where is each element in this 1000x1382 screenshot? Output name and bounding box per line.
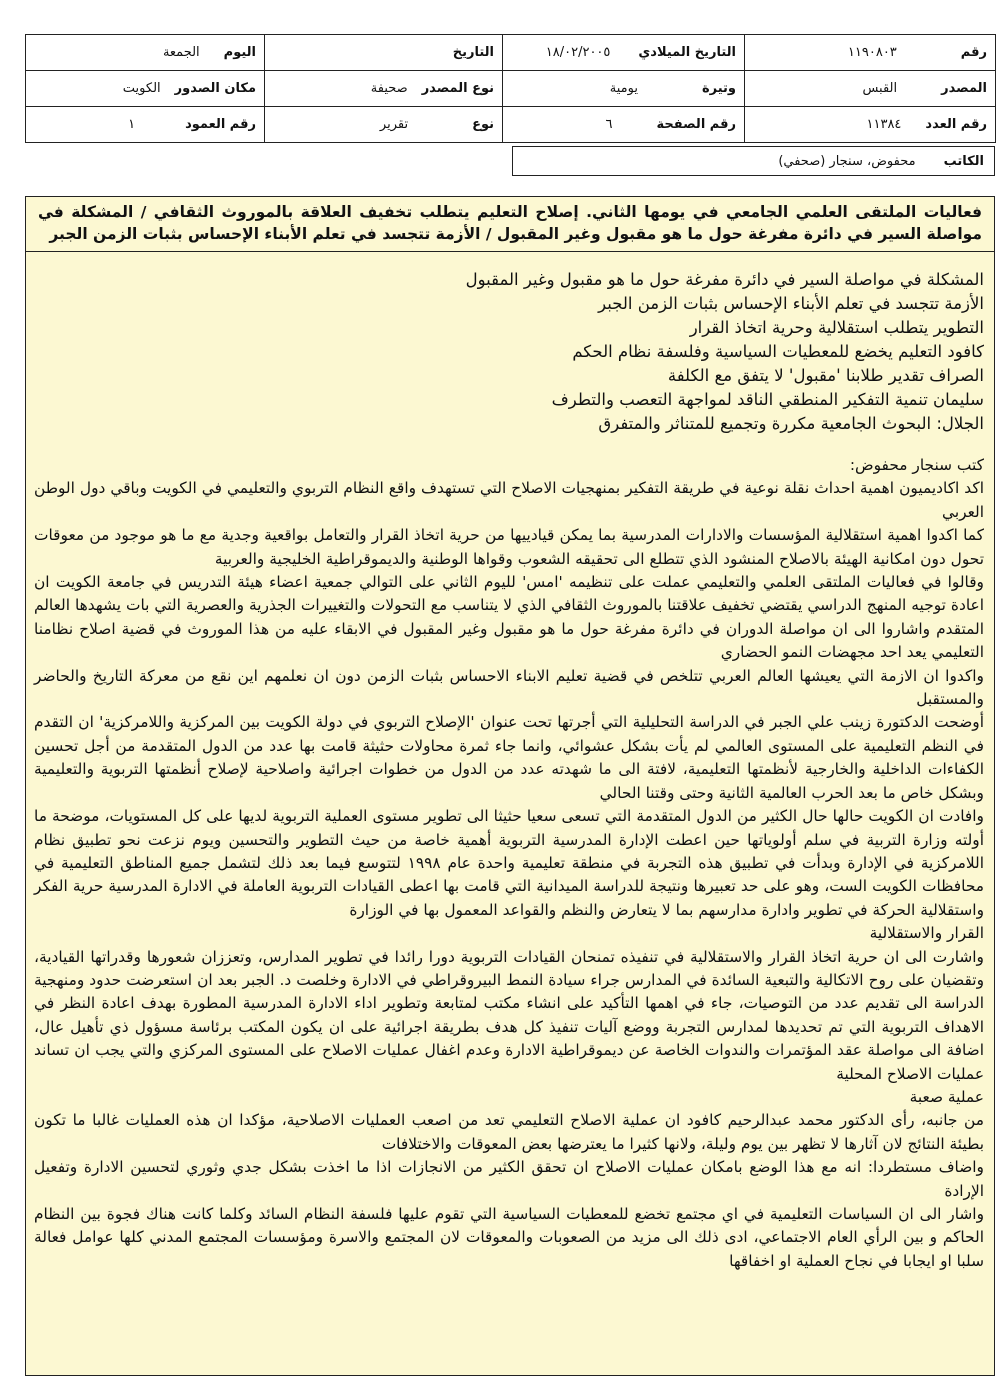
issue-number-cell <box>745 107 996 143</box>
page-number-label: رقم الصفحة <box>656 117 736 132</box>
source-type-cell <box>265 71 503 107</box>
metadata-row-3 <box>26 107 996 143</box>
gregorian-date-value: ١٨/٠٢/٢٠٠٥ <box>545 45 611 60</box>
type-cell <box>265 107 503 143</box>
article-paragraph: واشار الى ان السياسات التعليمية في اي مجتمع تخضع للمعطيات السياسية التي تقوم عليها فلسفة النظام السائد وكلما كانت هناك فجوة بين النظام الحاكم و بين الرأي العام الاجتماعي، ادى ذلك الى مزيد من الصعوبات والمعوقات لان المجتمع والاسرة ومؤسسات المجتمع المدني كلها عوامل فعالة سلبا او ايجابا في نجاح العملية او اخفاقها <box>34 1205 984 1270</box>
subheading: عملية صعبة <box>909 1087 984 1106</box>
source-type-label: نوع المصدر <box>421 81 494 96</box>
issue-number-value: ١١٣٨٤ <box>866 117 902 132</box>
source-type-value: صحيفة <box>370 81 408 96</box>
summary-list <box>34 268 984 436</box>
metadata-row-1 <box>26 35 996 71</box>
writer-label: الكاتب <box>943 153 984 169</box>
article-body <box>26 252 994 1273</box>
article-paragraph: واكدوا ان الازمة التي يعيشها العالم العربي تتلخص في قضية تعليم الابناء الاحساس بثبات الزمن دون ان نعلمهم اين نقع من معركة التاريخ والحاضر والمستقبل <box>34 666 984 709</box>
column-number-label: رقم العمود <box>185 117 256 132</box>
record-number-label: رقم <box>960 45 987 60</box>
summary-item: سليمان تنمية التفكير المنطقي الناقد لمواجهة التعصب والتطرف <box>551 390 984 409</box>
article-box <box>25 196 995 1376</box>
summary-item: كافود التعليم يخضع للمعطيات السياسية وفلسفة نظام الحكم <box>572 342 984 361</box>
day-value: الجمعة <box>162 45 200 60</box>
column-number-cell <box>26 107 265 143</box>
article-paragraph: من جانبه، رأى الدكتور محمد عبدالرحيم كافود ان عملية الاصلاح التعليمي تعد من اصعب العمليات الاصلاحية، مؤكدا ان هذه العمليات غالبا ما تكون بطيئة النتائج لان آثارها لا تظهر بين يوم وليلة، ولانها كثيرا ما يعترضها بعض المعوقات والاختلافات <box>34 1111 984 1153</box>
article-paragraph: كما اكدوا اهمية استقلالية المؤسسات والادارات المدرسية بما يمكن قيادييها من حرية اتخاذ القرار والتعامل بواقعية وجدية مع ما هو موجود من معوقات تحول دون امكانية الهيئة بالاصلاح المنشود الذي تتطلع الى تحقيقه الشعوب وقواها الوطنية والديموقراطية الخليجية والعربية <box>34 526 984 568</box>
record-number-cell <box>745 35 996 71</box>
column-number-value: ١ <box>128 117 136 132</box>
gregorian-date-label: التاريخ الميلادي <box>638 45 736 60</box>
article-paragraph: أوضحت الدكتورة زينب علي الجبر في الدراسة التحليلية التي أجرتها تحت عنوان 'الإصلاح التربوي في دولة الكويت بين المركزية واللامركزية' ان التقدم في النظم التعليمية على المستوى العالمي لم يأت بشكل عشوائي، وانما جاء ثمرة محاولات حثيثة قامت بها عدد من الدول المتقدمة من أجل تحسين الكفاءات الداخلية والخارجية لأنظمتها التعليمية، لافتة الى ما شهدته عدد من الدول من خطوات اجرائية واصلاحية لإصلاح أنظمتها التربوية والتعليمية وبشكل خاص ما بعد الحرب العالمية الثانية وحتى وقتنا الحالي <box>34 713 984 802</box>
summary-item: الجلال: البحوث الجامعية مكررة وتجميع للمتناثر والمتفرق <box>598 414 984 433</box>
article-headline: فعاليات الملتقى العلمي الجامعي في يومها الثاني. إصلاح التعليم يتطلب تخفيف العلاقة بالموروث الثقافي / المشكلة في مواصلة السير في دائرة مفرغة حول ما هو مقبول وغير المقبول / الأزمة تتجسد في تعلم الأبناء الإحساس بثبات الزمن الجبر <box>26 197 994 252</box>
article-paragraph: وافادت ان الكويت حالها حال الكثير من الدول المتقدمة التي تسعى سعيا حثيثا الى تطوير مستوى العملية التربوية لديها على كل المستويات، موضحة ما أولته وزارة التربية في سلم أولوياتها حين اعطت الإدارة المدرسية التربوية أهمية خاصة من حيث التطوير والتحسين ويوم نزعت نحو تطبيق نظام اللامركزية في الإدارة وبدأت في تطبيق هذه التجربة في منطقة تعليمية واحدة عام ١٩٩٨ لتتوسع فيما بعد ذلك لتشمل جميع المناطق التعليمية في محافظات الكويت الست، وهو على حد تعبيرها ونتيجة للدراسة الميدانية التي قامت بها اعطى القيادات التربوية العاملة في الادارة المدرسية حرية الفكر واستقلالية الحركة في تطوير وادارة مدارسهم بما لا يتعارض والنظم والقواعد المعمول بها في الوزارة <box>34 807 984 919</box>
article-paragraph: اكد اكاديميون اهمية احداث نقلة نوعية في طريقة التفكير بمنهجيات الاصلاح التي تستهدف واقع النظام التربوي والتعليمي في الكويت وباقي دول الوطن العربي <box>34 479 984 521</box>
source-cell <box>745 71 996 107</box>
type-label: نوع <box>472 117 494 132</box>
date-cell <box>265 35 503 71</box>
page-number-value: ٦ <box>605 117 613 132</box>
summary-item: المشكلة في مواصلة السير في دائرة مفرغة حول ما هو مقبول وغير المقبول <box>465 270 984 289</box>
frequency-cell <box>503 71 745 107</box>
page-number-cell <box>503 107 745 143</box>
article-paragraph: واضاف مستطردا: انه مع هذا الوضع بامكان عمليات الاصلاح ان تحقق الكثير من الانجازات اذا ما اخذت بشكل جدي وثوري لتحسين الادارة وتفعيل الإرادة <box>34 1158 984 1200</box>
writer-row <box>512 146 995 176</box>
byline: كتب سنجار محفوض: <box>849 456 984 474</box>
metadata-table <box>25 34 996 143</box>
record-number-value: ١١٩٠٨٠٣ <box>847 45 897 60</box>
day-cell <box>26 35 265 71</box>
frequency-value: يومية <box>609 81 638 96</box>
summary-item: التطوير يتطلب استقلالية وحرية اتخاذ القرار <box>689 318 984 337</box>
type-value: تقرير <box>379 117 409 132</box>
frequency-label: وتيرة <box>701 81 736 96</box>
gregorian-date-cell <box>503 35 745 71</box>
source-label: المصدر <box>941 81 987 96</box>
issue-number-label: رقم العدد <box>925 117 987 132</box>
metadata-row-2 <box>26 71 996 107</box>
issue-place-value: الكويت <box>122 81 161 96</box>
subheading: القرار والاستقلالية <box>869 924 984 943</box>
summary-item: الصراف تقدير طلابنا 'مقبول' لا يتفق مع الكلفة <box>667 366 984 385</box>
summary-item: الأزمة تتجسد في تعلم الأبناء الإحساس بثبات الزمن الجبر <box>598 294 984 313</box>
date-label: التاريخ <box>452 45 494 60</box>
article-paragraph: واشارت الى ان حرية اتخاذ القرار والاستقلالية في تنفيذه تمنحان القيادات التربوية دورا رائدا في تطوير المدارس، وتعززان شعورها وقدراتها القيادية، وتقضيان على روح الاتكالية والتبعية السائدة في المدارس جراء سيادة النمط البيروقراطي في الادارة وخلصت د. الجبر بعد ان استعرضت حدود ومنهجية الدراسة الى تقديم عدد من التوصيات، جاء في اهمها التأكيد على انشاء مكتب لمتابعة وتطوير اداء الادارة المدرسية المطورة بهدف اعادة النظر في الاهداف التربوية التي تم تحديدها لمدارس التجربة ووضع آليات تنفيذ كل هدف بطريقة اجرائية على ان يكون المكتب برئاسة مسؤول ذي تأهيل عال، اضافة الى مواصلة عقد المؤتمرات والندوات الخاصة عن ديموقراطية الادارة وعدم اغفال عمليات الاصلاح على المستوى المركزي والتي يجب ان تساند عمليات الاصلاح المحلية <box>34 947 984 1083</box>
day-label: اليوم <box>223 45 256 60</box>
source-value: القبس <box>862 81 898 96</box>
writer-value: محفوض، سنجار (صحفي) <box>778 153 916 169</box>
issue-place-cell <box>26 71 265 107</box>
article-paragraph: وقالوا في فعاليات الملتقى العلمي والتعليمي عملت على تنظيمه 'امس' لليوم الثاني على التوالي جمعية اعضاء هيئة التدريس في جامعة الكويت ان اعادة توجيه المنهج الدراسي يقتضي تخفيف علاقتنا بالموروث الثقافي الذي لا يتناسب مع التحولات والتغييرات الجذرية والعصرية التي بات يشهدها العالم المتقدم واشاروا الى ان مواصلة الدوران في دائرة مفرغة حول ما هو مقبول وغير المقبول في الابقاء عليه من هذا الموروث في قضية اصلاح نظامنا التعليمي يعد احد مجهضات النمو الحضاري <box>34 573 984 662</box>
issue-place-label: مكان الصدور <box>174 81 256 96</box>
